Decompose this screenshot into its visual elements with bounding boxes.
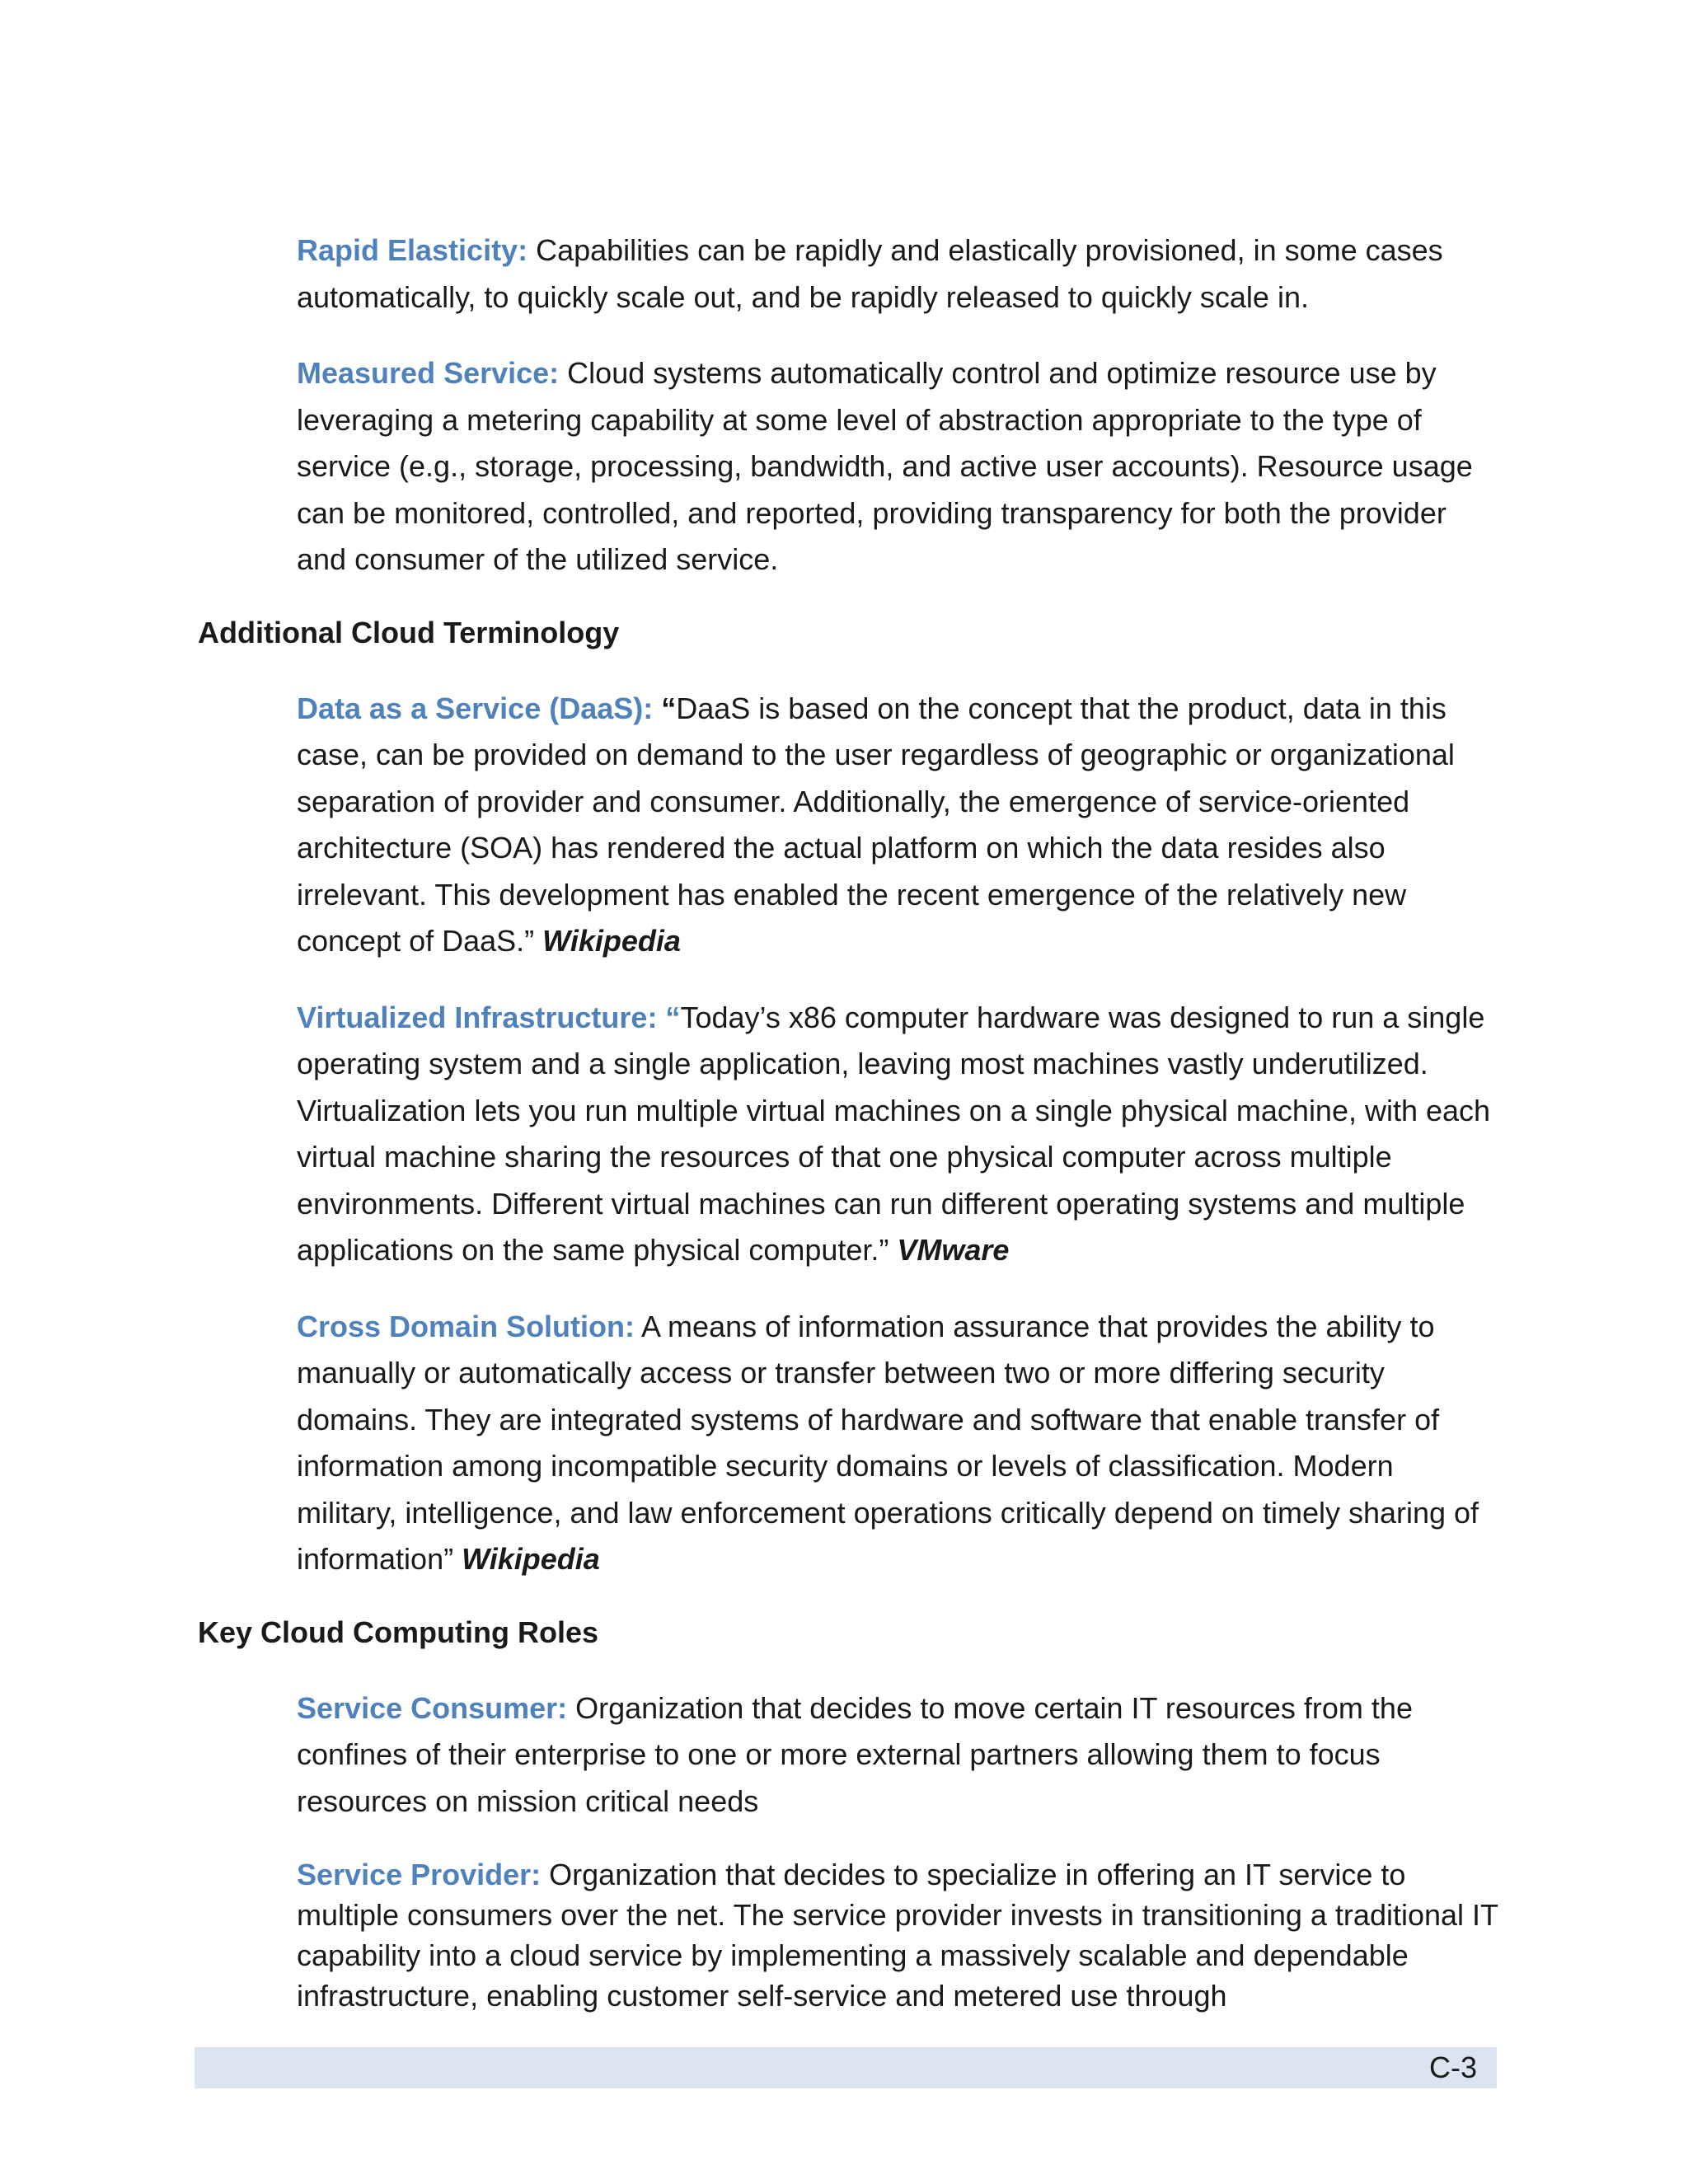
quote-mark: “: [653, 691, 677, 725]
term-service-provider: [297, 1854, 1500, 2016]
page-number: C-3: [1428, 2050, 1477, 2084]
page-content: [198, 198, 1500, 2042]
term-cross-domain-solution: [297, 1304, 1500, 1583]
term-label: Cross Domain Solution:: [297, 1309, 635, 1343]
term-service-consumer: [297, 1685, 1500, 1825]
term-definition: Cloud systems automatically control and optimize resource use by leveraging a metering capability at some level of abstraction appropriate to the type of service (e.g., storage, processing, bandwidth, and active user accounts). Resource usage can be monitored, controlled, and reported, providing transparency for both the provider and consumer of the utilized service.: [297, 356, 1473, 576]
term-rapid-elasticity: [297, 227, 1500, 321]
term-definition: Capabilities can be rapidly and elastically provisioned, in some cases automatically, to quickly scale out, and be rapidly released to quickly scale in.: [297, 233, 1443, 314]
term-source: VMware: [897, 1233, 1010, 1267]
term-label: Virtualized Infrastructure: “: [297, 1000, 681, 1034]
term-label: Data as a Service (DaaS):: [297, 691, 654, 725]
term-label: Measured Service:: [297, 356, 560, 390]
term-definition: Organization that decides to move certain IT resources from the confines of their enterprise to one or more external partners allowing them to focus resources on mission critical needs: [297, 1690, 1413, 1818]
term-label: Rapid Elasticity:: [297, 233, 528, 267]
term-label: Service Provider:: [297, 1858, 542, 1891]
term-definition: Organization that decides to specialize in offering an IT service to multiple consumers over the net. The service provider invests in transitioning a traditional IT capability into a cloud service by implementing a massively scalable and dependable infrastructure, enabling customer self-service and metered use through: [297, 1858, 1498, 2013]
term-virtualized-infrastructure: [297, 995, 1500, 1274]
term-measured-service: [297, 350, 1500, 583]
term-definition: A means of information assurance that provides the ability to manually or automatically access or transfer between two or more differing security domains. They are integrated systems of hardware and software that enable transfer of information among incompatible security domains or levels of classification. Modern military, intelligence, and law enforcement operations critically depend on timely sharing of information”: [297, 1309, 1479, 1576]
term-definition: Today’s x86 computer hardware was designed to run a single operating system and a single application, leaving most machines vastly underutilized. Virtualization lets you run multiple virtual machines on a single physical machine, with each virtual machine sharing the resources of that one physical computer across multiple environments. Different virtual machines can run different operating systems and multiple applications on the same physical computer.”: [297, 1000, 1491, 1267]
page-footer-bar: [195, 2047, 1497, 2088]
term-label: Service Consumer:: [297, 1690, 568, 1725]
term-source: Wikipedia: [542, 924, 681, 958]
term-source: Wikipedia: [462, 1542, 600, 1576]
section-heading-key-roles: Key Cloud Computing Roles: [198, 1615, 598, 1649]
section-heading-additional-terminology: Additional Cloud Terminology: [198, 615, 620, 649]
term-definition: DaaS is based on the concept that the product, data in this case, can be provided on demand to the user regardless of geographic or organizational separation of provider and consumer. Additionally, the emergence of service-oriented architecture (SOA) has rendered the actual platform on which the data resides also irrelevant. This development has enabled the recent emergence of the relatively new concept of DaaS.”: [297, 691, 1455, 958]
term-data-as-a-service: [297, 686, 1500, 965]
